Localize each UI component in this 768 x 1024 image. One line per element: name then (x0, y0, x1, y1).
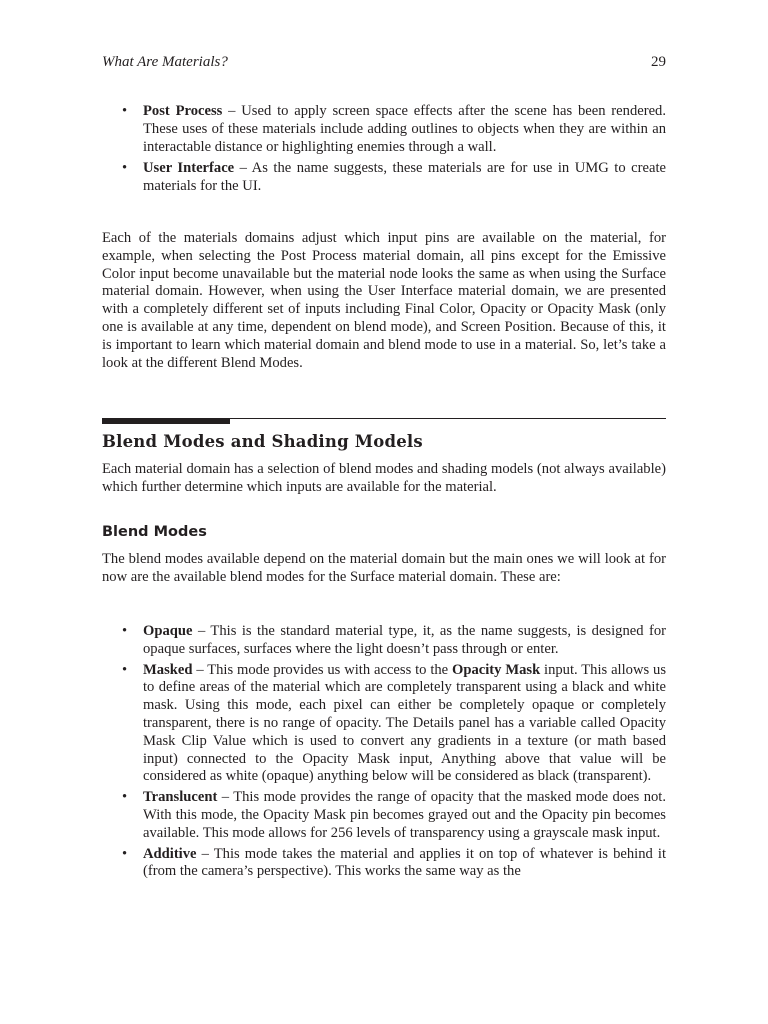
bullet-icon: • (122, 661, 128, 678)
bullet-icon: • (122, 845, 128, 862)
list-text: – Used to apply screen space effects after the scene has been rendered. These uses of these materials include adding outlines to objects when they are within an interactable distance or highlighting enemies through a wall. (143, 103, 666, 155)
list-text: – This mode provides us with access to the (192, 661, 453, 678)
list-emphasis: Opacity Mask (452, 661, 541, 678)
body-paragraph: The blend modes available depend on the material domain but the main ones we will look at for now are the available blend modes for the Surface material domain. These are: (102, 551, 666, 585)
list-term: Masked (143, 661, 193, 678)
chapter-title: What Are Materials? (102, 54, 228, 70)
list-term: Opaque (143, 623, 193, 639)
list-text: – This mode takes the material and applies it on top of whatever is behind it (from the camera’s perspective). This works the same way as the (143, 845, 666, 880)
list-text: – This mode provides the range of opacity that the masked mode does not. With this mode, the Opacity Mask pin becomes grayed out and the Opacity pin becomes available. This mode allows for 256 levels of transparency using a grayscale mask input. (143, 789, 666, 841)
list-text: input. This allows us to define areas of the material which are completely transparent using a black and white mask. Using this mode, each pixel can either be completely opaque or completely transparent, there is no range of opacity. The Details panel has a variable called Opacity Mask Clip Value which is used to convert any gradients in a texture (or math based input) connected to the Opacity Mask input, Anything above that value will be considered as white (opaque) anything below will be considered as black (transparent). (143, 661, 666, 785)
bullet-icon: • (122, 789, 128, 806)
list-item (102, 789, 666, 842)
list-item (102, 103, 666, 156)
list-term: Additive (143, 845, 197, 862)
list-item (102, 846, 666, 882)
section-rule (102, 418, 666, 424)
list-term: User Interface (143, 160, 235, 177)
rule-accent (102, 418, 230, 424)
domain-list (102, 103, 666, 200)
body-paragraph: Each material domain has a selection of blend modes and shading models (not always available) which further determine which inputs are available for the material. (102, 461, 666, 495)
list-item (102, 160, 666, 196)
bullet-icon: • (122, 160, 128, 177)
list-term: Post Process (143, 103, 223, 119)
list-item (102, 662, 666, 787)
list-item (102, 623, 666, 659)
bullet-icon: • (122, 103, 128, 119)
running-head (102, 54, 666, 74)
list-term: Translucent (143, 789, 218, 806)
bullet-icon: • (122, 623, 128, 639)
page-number: 29 (651, 54, 666, 70)
body-paragraph: Each of the materials domains adjust which input pins are available on the material, for example, when selecting the Post Process material domain, all pins except for the Emissive Color input become unavailable but the material node looks the same as when using the Surface material domain. However, when using the User Interface material domain, we are presented with a completely different set of inputs including Final Color, Opacity or Opacity Mask (only one is available at any time, dependent on blend mode), and Screen Position. Because of this, it is important to learn which material domain and blend mode to use in a material. So, let’s take a look at the different Blend Modes. (102, 230, 666, 371)
list-text: – This is the standard material type, it, as the name suggests, is designed for opaque surfaces, surfaces where the light doesn’t pass through or enter. (143, 623, 666, 657)
list-text: – As the name suggests, these materials are for use in UMG to create materials for the UI. (143, 160, 667, 195)
subsection-heading: Blend Modes (102, 524, 207, 540)
section-heading: Blend Modes and Shading Models (102, 432, 423, 451)
blend-mode-list (102, 623, 666, 884)
